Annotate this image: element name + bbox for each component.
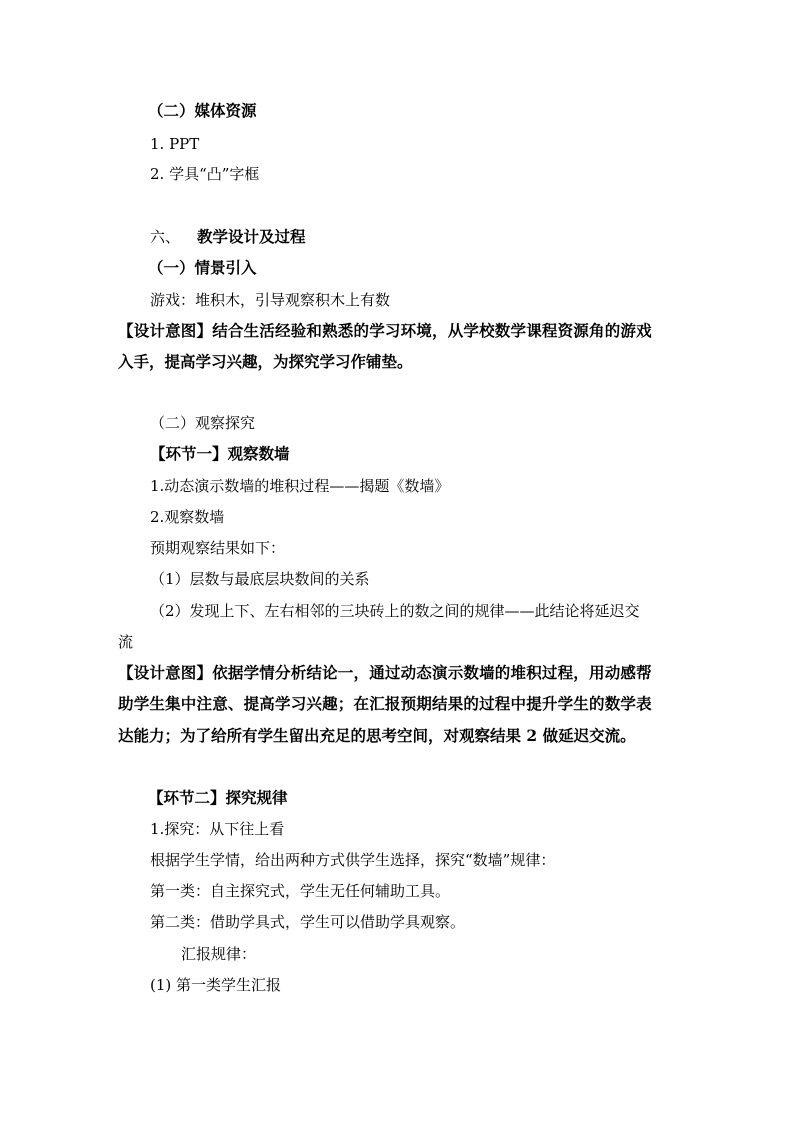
subsection-explore-heading: （二）观察探究 (150, 414, 256, 432)
link1-item1: 1.动态演示数墙的堆积过程——揭题《数墙》 (150, 477, 450, 495)
link1-result1: （1）层数与最底层块数间的关系 (150, 570, 370, 588)
link1-intent-line2: 助学生集中注意、提高学习兴趣；在汇报预期结果的过程中提升学生的数学表 (118, 694, 652, 713)
media-item-ppt: 1. PPT (150, 135, 200, 153)
media-heading: （二）媒体资源 (148, 101, 257, 120)
link1-intent-line3: 达能力；为了给所有学生留出充足的思考空间，对观察结果 2 做延迟交流。 (118, 726, 636, 745)
link2-item1: 1.探究：从下往上看 (150, 820, 285, 838)
link2-report-heading: 汇报规律： (181, 945, 257, 963)
intro-game-text: 游戏：堆积木，引导观察积木上有数 (150, 291, 391, 309)
intro-intent-line1: 【设计意图】结合生活经验和熟悉的学习环境，从学校数学课程资源角的游戏 (118, 321, 652, 340)
link2-report-item1: (1) 第一类学生汇报 (150, 976, 282, 994)
link1-result2-line2: 流 (118, 633, 134, 651)
link2-type1: 第一类：自主探究式，学生无任何辅助工具。 (150, 882, 451, 900)
link2-type2: 第二类：借助学具式，学生可以借助学具观察。 (150, 913, 466, 931)
link1-item2: 2.观察数墙 (150, 508, 225, 526)
media-item-frame: 2. 学具“凸”字框 (150, 165, 260, 183)
section-title: 教学设计及过程 (197, 227, 306, 246)
intro-intent-line2: 入手，提高学习兴趣，为探究学习作铺垫。 (118, 352, 413, 371)
subsection-intro-heading: （一）情景引入 (148, 258, 257, 277)
link1-intent-line1: 【设计意图】依据学情分析结论一，通过动态演示数墙的堆积过程，用动感帮 (118, 663, 652, 682)
link2-heading: 【环节二】探究规律 (148, 788, 288, 807)
link2-description: 根据学生学情，给出两种方式供学生选择，探究“数墙”规律： (150, 851, 556, 869)
section-number: 六、 (150, 228, 181, 246)
link1-expected: 预期观察结果如下： (150, 539, 286, 557)
link1-result2-line1: （2）发现上下、左右相邻的三块砖上的数之间的规律——此结论将延迟交 (150, 602, 640, 620)
link1-heading: 【环节一】观察数墙 (150, 444, 290, 463)
